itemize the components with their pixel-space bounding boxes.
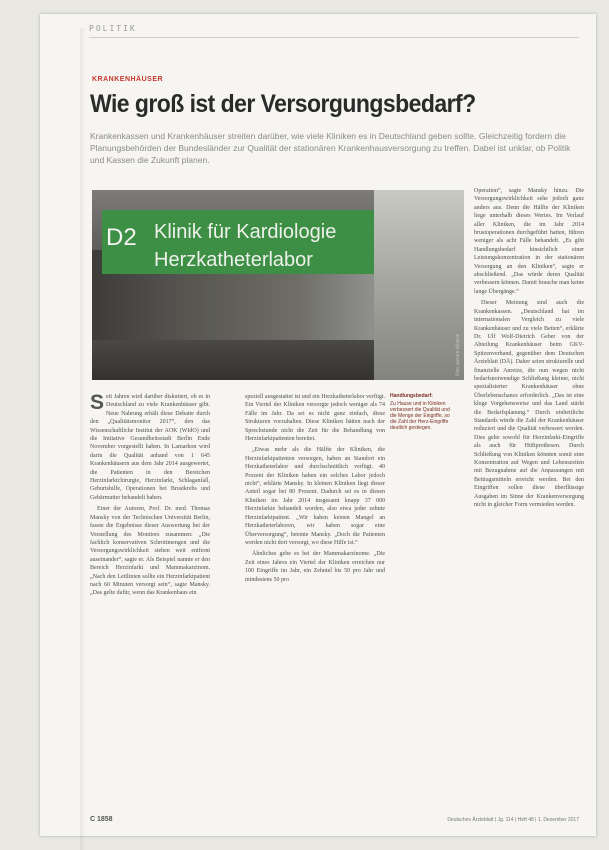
paragraph: Einer der Autoren, Prof. Dr. med. Thomas Mansky von der Technischen Universität Berlin, fasste die Ergebnisse dieser Auswertung bei der Vorstellung des Monitors zusammen: „Die fachlich konservativen Schrottmengen und die Versorgungswirklichkeit stehen weit entfernt auseinander“, sagte er. Als Beispiel nannte er den Bereich Herzinfarkt und Mammakarzinom. „Nach den Leitlinien sollte ein Herzinfarktpatient nach 60 Minuten versorgt sein“, sagte Mansky. „Das gelte dafür, wenn das Krankenhaus ein <box>90 506 210 597</box>
article-photo <box>92 190 464 380</box>
photo-corridor <box>374 190 464 380</box>
photo-credit: Foto: picture alliance <box>455 334 460 376</box>
drop-cap: S <box>90 391 105 414</box>
text-column-1 <box>90 393 210 601</box>
paragraph: speziell ausgestattet ist und ein Herzkatheterlabor verfügt. Ein Viertel der Kliniken versorgte jedoch weniger als 74 Fälle im Jahr. Da sei es nicht ganz einfach, diese Strukturen vorzuhalten. Diese Kliniken hätten nach der Sprechstunde nicht die Zeit für die Behandlung von Herzinfarktpatienten bereitet. <box>245 394 385 443</box>
text-column-2 <box>245 393 385 587</box>
caption-text: Zu Hause und in Kliniken verbessert die Qualität und die Menge der Eingriffe, so die Zahl der Herz-Eingriffe deutlich gestiegen. <box>390 401 450 431</box>
page-edge-shadow <box>80 28 86 850</box>
paragraph: Operation“, sagte Mansky hinzu. Die Versorgungswirklichkeit sehe jedoch ganz anders aus. Denn die Hälfte der Kliniken liege unterhalb dieses Wertes. Im Verlauf aller Kliniken, die im Jahr 2014 brustoperationen durchgeführt hatten, führen weniger als acht Fälle behandelt. „Es gibt Handlungsbedarf hinsichtlich einer Leistungskonzentration in der stationären Versorgung an den Kliniken“, sagte er abschließend. „Das würde deren Qualität verbessern können. Damit brauche man keine lange Übergänge.“ <box>474 188 584 295</box>
article-lead: Krankenkassen und Krankenhäuser streiten darüber, wie viele Kliniken es in Deutschland geben sollte. Gleichzeitig fordern die Planungsbehörden der Bundesländer zur Qualität der stationären Krankenhausversorgung zu treffen. Dabei ist unklar, ob Politik und Kassen die Zukunft planen. <box>90 131 571 165</box>
paragraph: Seit Jahren wird darüber diskutiert, ob es in Deutschland zu viele Krankenhäuser gibt. Neue Nahrung erhält diese Debatte durch den „Qualitätsmonitor 2017“, den das Wissenschaftliche Institut der AOK (WIdO) und die Initiative Gesundheitsstadt Berlin Ende November vorgestellt haben. In Lamarkon wird darin die Qualität anhand von 1 645 Krankenhäusern aus dem Jahr 2014 ausgewertet, die Patienten in den Bereichen Herzinfarktchirurgie, Herzinfarkt, Schlaganfall, Geburtshilfe, Operationen bei Brustkrebs und Gebärmutter behandelt haben. <box>90 391 210 501</box>
paragraph: Ähnliches gebe es bei der Mammakarzinome. „Die Zeit eines Jahres ein Viertel der Kliniken erreichen nur 100 Eingriffe im Jahr, ein Zehntel bis 50 pro Jahr und mindestens 50 pro <box>245 551 385 583</box>
paragraph: Dieser Meinung sind auch die Krankenkassen. „Deutschland hat im internationalen Vergleich zu viele Krankenhäuser und zu viele Betten“, erklärte Dr. Ulf Wolf-Dietrich Geber von der Abteilung Krankenhäuser beim GKV-Spitzenverband, gegenüber dem Deutschen Ärzteblatt (DÄ). Daher seien strukturelle und finanzielle Anreize, die nun wegen nicht bedarfsnotwendige Schließung kleiner, nicht spezialisierter Krankenhäuser ohne Überlebenschance erforderlich. „Das ist eine kluge Vorgehensweise und das Land stärkt die Bedarfsplanung.“ Durch einheitliche Standards würde die Zahl der Krankenhäuser reduziert und die Qualität verbessert werden. Dies gelte sowohl für Herzinfarkt-Eingriffe als auch für Hüftprothesen. Durch Schließung von Kliniken könnten somit eine Konzentration auf Wegen und Lebenszeiten mit Bezugnahme auf die Anpassungen mit Beitragsmitteln erreicht werden. Bei den Eingriffen sollen diese überflüssige Ausgaben im Sinne der Krankenversorgung nicht in gleicher Form vermieden werden. <box>474 300 584 509</box>
photo-floor <box>92 340 374 380</box>
text-column-3 <box>474 187 584 512</box>
photo-caption <box>390 393 450 431</box>
paragraph: „Etwas mehr als die Hälfte der Kliniken, die Herzinfarktpatienten versorgen, haben an Standort ein Herzkatheterlabor und durchschnittlich verfügt. 40 Prozent der Kliniken haben ein solches Labor jedoch nicht“, erklärte Mansky. In kleinen Kliniken liegt dieser Anteil sogar bei 80 Prozent. Dadurch sei es in diesen Kliniken im Jahr 2014 insgesamt knapp 37 000 Herzinfarkte behandelt worden, also etwa jeder zehnte Herzinfarktpatient. „Wir haben keinen Mangel an Herzkatheterlaboren, wir haben sogar eine Überversorgung“, betonte Mansky. „Doch die Patienten werden nicht dort versorgt, wo diese Hilfe ist.“ <box>245 447 385 546</box>
sign-code: D2 <box>106 224 137 251</box>
page-number: C 1858 <box>90 816 113 823</box>
journal-footer: Deutsches Ärzteblatt | Jg. 114 | Heft 48 | 1. Dezember 2017 <box>447 817 579 823</box>
article-headline: Wie groß ist der Versorgungsbedarf? <box>90 90 476 118</box>
article-kicker: KRANKENHÄUSER <box>92 76 164 83</box>
sign-text: Klinik für Kardiologie Herzkatheterlabor <box>154 221 337 271</box>
header-rule <box>89 37 579 38</box>
section-rubric: POLITIK <box>89 24 137 33</box>
caption-title: Handlungsbedarf: <box>390 393 433 399</box>
